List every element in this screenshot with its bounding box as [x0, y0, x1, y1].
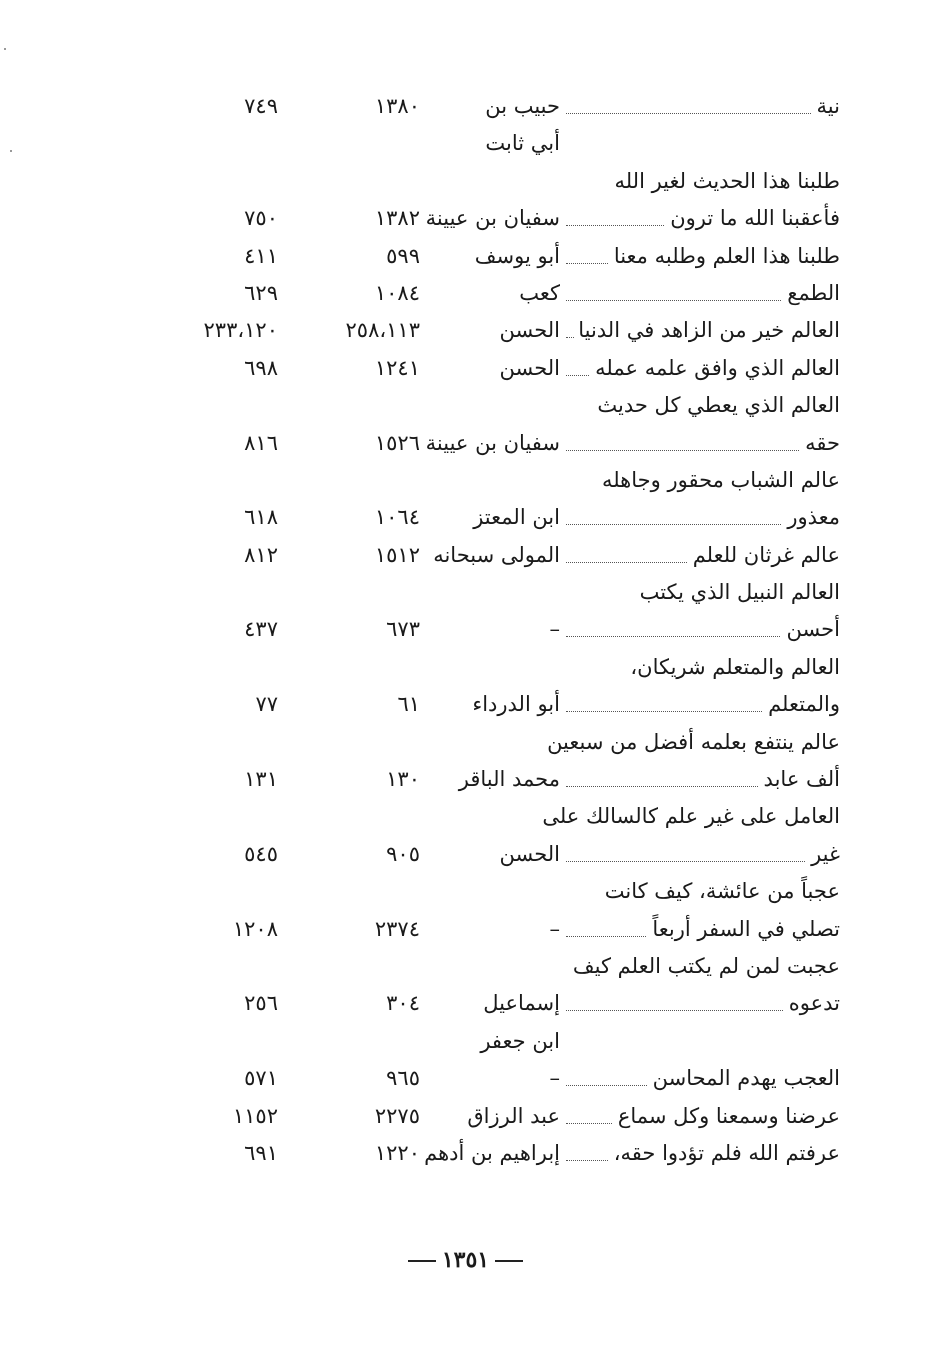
entry-number-2: ١٢٠٨	[232, 916, 278, 941]
entry-number-1: ١٢٤١	[374, 355, 420, 380]
entry-source: إسماعيل	[483, 991, 560, 1016]
entry-source: محمد الباقر	[458, 767, 560, 792]
dotted-leader	[566, 113, 811, 114]
entry-number-2: ٦١٨	[244, 505, 278, 530]
dotted-leader	[566, 337, 574, 338]
entry-number-2: ٧٧	[255, 692, 278, 717]
entry-number-2: ١٣١	[244, 767, 278, 792]
entry-phrase: ألف عابد	[763, 767, 840, 792]
dotted-leader	[566, 300, 781, 301]
scan-speck	[4, 48, 6, 50]
entry-number-1: ٩٦٥	[386, 1066, 420, 1091]
entry-phrase: نية	[816, 94, 840, 118]
index-entry-row	[0, 238, 931, 275]
footer-dash-right	[495, 1260, 523, 1262]
entry-number-1: ١٠٦٤	[374, 505, 420, 530]
entry-number-2: ٥٧١	[244, 1066, 278, 1091]
index-entry-row	[0, 1060, 931, 1097]
index-entry-row	[0, 873, 931, 910]
entry-number-2: ٥٤٥	[244, 841, 278, 866]
entry-phrase: عالم ينتفع بعلمه أفضل من سبعين	[547, 729, 840, 754]
entry-number-1: ٦٧٣	[386, 617, 420, 642]
index-entry-row	[0, 163, 931, 200]
entry-source: كعب	[519, 280, 560, 305]
entry-number-1: ١٣٨٢	[374, 206, 420, 231]
entry-number-1: ٩٠٥	[386, 841, 420, 866]
index-entry-row	[0, 387, 931, 424]
entry-number-2: ٨١٢	[244, 542, 278, 567]
dotted-leader	[566, 636, 780, 637]
dotted-leader	[566, 562, 687, 563]
entry-number-2: ٦٩١	[244, 1140, 278, 1165]
index-entry-row	[0, 88, 931, 125]
dotted-leader	[566, 861, 805, 862]
index-entry-row	[0, 1135, 931, 1172]
entry-phrase: عرضنا وسمعنا وكل سماع	[617, 1103, 840, 1128]
entry-phrase: أحسن	[786, 617, 840, 642]
index-entry-row	[0, 836, 931, 873]
dotted-leader	[566, 375, 589, 376]
entry-number-1: ١٥١٢	[374, 542, 420, 567]
entry-number-1: ١٠٨٤	[374, 280, 420, 305]
entry-number-2: ٧٥٠	[244, 206, 278, 231]
dotted-leader	[566, 1160, 608, 1161]
index-entry-row	[0, 649, 931, 686]
entry-number-1: ٦١	[397, 692, 420, 717]
entry-source: –	[549, 916, 560, 941]
entry-phrase: حقه	[805, 430, 840, 455]
dotted-leader	[566, 936, 646, 937]
index-entry-row	[0, 761, 931, 798]
entry-number-2: ١١٥٢	[232, 1103, 278, 1128]
index-entry-row	[0, 686, 931, 723]
dotted-leader	[566, 524, 781, 525]
entry-number-2: ٧٤٩	[244, 94, 278, 118]
entry-phrase: العالم الذي وافق علمه عمله	[595, 355, 840, 380]
entry-phrase: معذور	[787, 505, 840, 530]
entry-number-1: ١٢٢٠	[374, 1140, 420, 1165]
entry-source: الحسن	[499, 318, 560, 343]
entry-phrase: العالم خير من الزاهد في الدنيا	[578, 318, 840, 343]
entry-number-1: ١٣٠	[386, 767, 420, 792]
dotted-leader	[566, 786, 758, 787]
entry-phrase: تدعوه	[788, 991, 840, 1016]
entry-number-2: ٢٥٦	[244, 991, 278, 1016]
entry-source: سفيان بن عيينة	[425, 206, 560, 231]
entry-number-1: ٢٢٧٥	[374, 1103, 420, 1128]
dotted-leader	[566, 263, 608, 264]
page-number: ١٣٥١	[441, 1247, 490, 1273]
entry-source: المولى سبحانه	[433, 542, 560, 567]
entry-source: حبيب بن	[485, 94, 560, 118]
entry-phrase: عالم الشباب محقور وجاهله	[601, 467, 840, 492]
index-entry-row	[0, 200, 931, 237]
entry-phrase: عجبت لمن لم يكتب العلم كيف	[572, 953, 840, 978]
index-entry-row	[0, 499, 931, 536]
entry-number-2: ٦٢٩	[244, 280, 278, 305]
index-entry-row	[0, 948, 931, 985]
dotted-leader	[566, 1123, 612, 1124]
entry-number-1: ٢٣٧٤	[374, 916, 420, 941]
footer-dash-left	[408, 1260, 436, 1262]
dotted-leader	[566, 1010, 783, 1011]
entry-phrase: العامل على غير علم كالسالك على	[542, 804, 840, 829]
entry-phrase: فأعقبنا الله ما ترون	[670, 206, 840, 231]
index-entry-row	[0, 985, 931, 1022]
entry-source: –	[549, 1066, 560, 1091]
entry-source: الحسن	[499, 355, 560, 380]
entry-source: أبو الدرداء	[472, 692, 560, 717]
entry-source: –	[549, 617, 560, 642]
index-entry-row	[0, 537, 931, 574]
entry-number-1: ٥٩٩	[386, 243, 420, 268]
entry-number-2: ٨١٦	[244, 430, 278, 455]
index-entry-row	[0, 275, 931, 312]
index-entry-row	[0, 462, 931, 499]
entry-source: عبد الرزاق	[467, 1103, 560, 1128]
index-entry-row	[0, 611, 931, 648]
entry-phrase: غير	[811, 841, 840, 866]
entry-phrase: العجب يهدم المحاسن	[652, 1066, 840, 1091]
entry-number-2: ٢٣٣،١٢٠	[203, 318, 278, 343]
entry-phrase: عرفتم الله فلم تؤدوا حقه،	[613, 1140, 840, 1165]
entry-number-1: ٣٠٤	[386, 991, 420, 1016]
entry-phrase: والمتعلم	[768, 692, 840, 717]
entry-phrase: طلبنا هذا الحديث لغير الله	[614, 168, 840, 193]
entry-source: سفيان بن عيينة	[425, 430, 560, 455]
dotted-leader	[566, 711, 762, 712]
index-entry-row	[0, 425, 931, 462]
entry-phrase: تصلي في السفر أربعاً	[652, 916, 840, 941]
entry-source: ابن جعفر	[480, 1028, 560, 1053]
entry-number-1: ٢٥٨،١١٣	[345, 318, 420, 343]
page-footer	[0, 1247, 931, 1273]
entry-source: أبو يوسف	[474, 243, 560, 268]
entry-phrase: العالم النبيل الذي يكتب	[639, 580, 840, 605]
dotted-leader	[566, 225, 664, 226]
entry-phrase: العالم والمتعلم شريكان،	[630, 654, 840, 679]
index-entry-row	[0, 125, 931, 162]
entry-phrase: عالم غرثان للعلم	[692, 542, 840, 567]
index-entries	[0, 88, 931, 1172]
entry-source: أبي ثابت	[485, 131, 560, 156]
entry-phrase: عجباً من عائشة، كيف كانت	[604, 879, 840, 904]
entry-source: إبراهيم بن أدهم	[424, 1140, 560, 1165]
entry-source: ابن المعتز	[473, 505, 560, 530]
index-entry-row	[0, 911, 931, 948]
entry-phrase: العالم الذي يعطي كل حديث	[597, 393, 840, 418]
entry-number-1: ١٥٢٦	[374, 430, 420, 455]
index-entry-row	[0, 724, 931, 761]
index-entry-row	[0, 574, 931, 611]
index-entry-row	[0, 1023, 931, 1060]
dotted-leader	[566, 1085, 647, 1086]
entry-phrase: طلبنا هذا العلم وطلبه معنا	[613, 243, 840, 268]
entry-phrase: الطمع	[787, 280, 840, 305]
index-entry-row	[0, 798, 931, 835]
index-entry-row	[0, 1098, 931, 1135]
entry-number-2: ٤٣٧	[244, 617, 278, 642]
dotted-leader	[566, 450, 799, 451]
entry-source: الحسن	[499, 841, 560, 866]
entry-number-2: ٦٩٨	[244, 355, 278, 380]
index-entry-row	[0, 350, 931, 387]
entry-number-2: ٤١١	[244, 243, 278, 268]
index-entry-row	[0, 312, 931, 349]
entry-number-1: ١٣٨٠	[374, 94, 420, 118]
